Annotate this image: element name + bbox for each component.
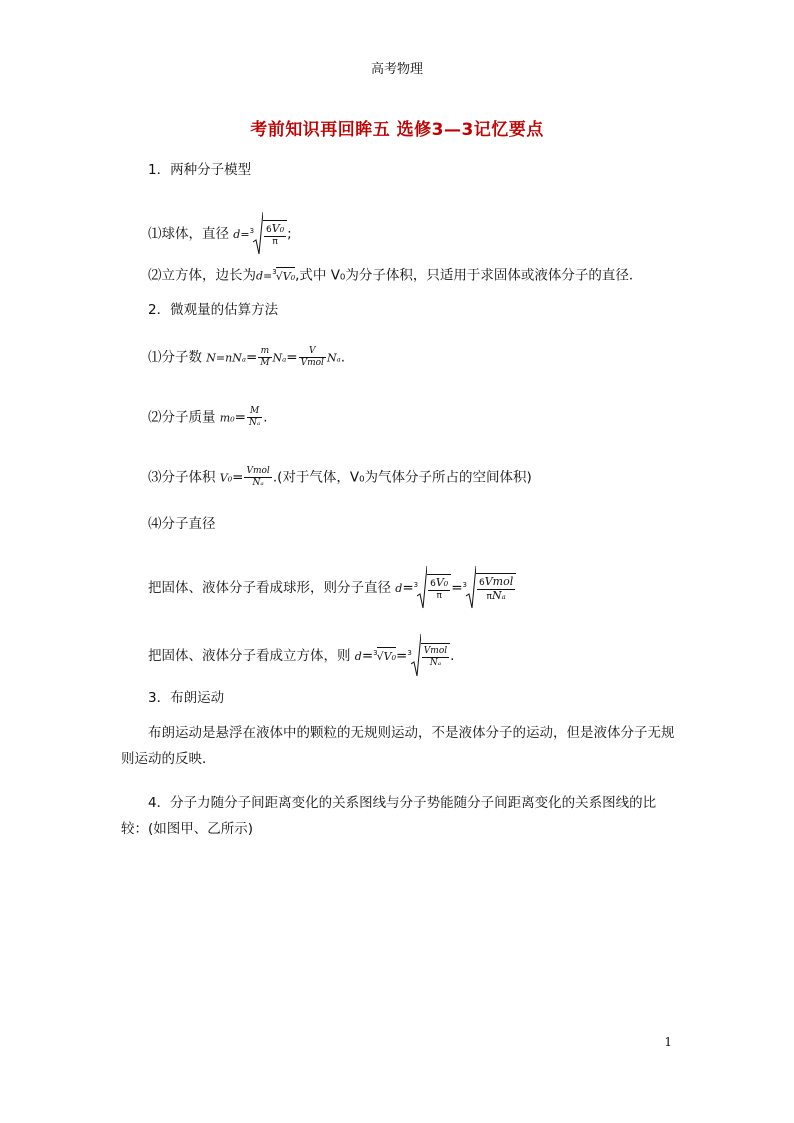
den-NA: Nₐ — [429, 658, 442, 668]
symbol-N: N — [206, 351, 216, 365]
section-3-heading: 3．布朗运动 — [148, 690, 225, 706]
equals-sign: = — [286, 349, 298, 366]
den-pi: π — [436, 591, 442, 601]
root-index: 3 — [249, 226, 255, 235]
num-Vmol: Vmol — [246, 466, 270, 476]
cube-label: ⑵立方体，边长为 — [148, 267, 256, 284]
den-NA: Nₐ — [491, 589, 506, 602]
sphere-diameter-formula — [148, 212, 292, 256]
section-4-paragraph: 4．分子力随分子间距离变化的关系图线与分子势能随分子间距离变化的关系图线的比较：(如图甲、乙所示) — [121, 795, 657, 837]
equals-sign: = — [215, 351, 226, 365]
den-NA: Nₐ — [248, 418, 261, 428]
num-vmol: Vmol — [423, 646, 448, 656]
equals-sign: = — [234, 409, 246, 426]
fraction-Vmol-over-NA — [244, 466, 271, 489]
equals-sign: = — [396, 648, 408, 664]
den-NA: Nₐ — [252, 478, 264, 488]
semicolon: ; — [287, 226, 292, 242]
molecule-mass-formula — [148, 406, 268, 429]
cube-model-label: 把固体、液体分子看成立方体，则 — [148, 648, 351, 664]
num-six: 6 — [266, 225, 272, 235]
root-index: 3 — [462, 580, 467, 589]
radical-sign-icon — [417, 566, 427, 610]
num-m: m — [258, 346, 271, 358]
den-pi: π — [272, 237, 278, 247]
page-number: 1 — [664, 1035, 672, 1049]
period: . — [263, 409, 268, 426]
symbol-n: n — [225, 351, 233, 365]
symbol-V0: V₀ — [219, 471, 233, 485]
sphere-model-formula — [148, 566, 516, 610]
v0-symbol: V₀ — [282, 269, 296, 283]
volume-label: ⑶分子体积 — [148, 469, 216, 486]
num-v0: V₀ — [435, 576, 449, 589]
cube-edge-formula — [148, 262, 642, 287]
period: . — [340, 349, 346, 366]
symbol-NA: Nₐ — [232, 351, 246, 365]
symbol-d: d — [395, 582, 403, 595]
den-pi: π — [486, 592, 492, 602]
root-index: 3 — [272, 268, 277, 276]
root-index: 3 — [373, 648, 378, 657]
symbol-d: d — [256, 269, 264, 283]
symbol-NA: Nₐ — [326, 351, 341, 365]
radicand — [476, 573, 516, 603]
volume-note: .(对于气体，V₀为气体分子所占的空间体积) — [272, 469, 532, 486]
num-six: 6 — [430, 579, 436, 589]
root-index: 3 — [407, 648, 412, 657]
radicand — [263, 220, 287, 248]
num-six: 6 — [479, 578, 485, 588]
molecule-volume-formula — [148, 466, 532, 489]
fraction-V-over-Vmol — [299, 346, 326, 369]
symbol-d: d — [354, 650, 362, 663]
symbol-d: d — [233, 228, 241, 241]
radical-sign-icon — [253, 212, 263, 256]
symbol-NA: Nₐ — [272, 351, 287, 365]
section-2-heading: 2．微观量的估算方法 — [148, 302, 279, 318]
mass-label: ⑵分子质量 — [148, 409, 216, 426]
den-Vmol: Vmol — [300, 358, 324, 368]
v0-symbol: V₀ — [383, 650, 396, 663]
page-header: 高考物理 — [370, 62, 423, 77]
period: . — [450, 648, 455, 664]
cube-model-formula — [148, 634, 454, 678]
symbol-m0: m₀ — [219, 411, 235, 425]
brownian-paragraph: 布朗运动是悬浮在液体中的颗粒的无规则运动，不是液体分子的运动，但是液体分子无规则运动的反映． — [121, 725, 675, 767]
sphere-label: ⑴球体，直径 — [148, 226, 229, 242]
root-index: 3 — [413, 580, 419, 589]
fraction-M-over-NA — [247, 406, 262, 429]
equals-sign: = — [240, 228, 250, 241]
section-1-heading: 1．两种分子模型 — [148, 162, 252, 178]
num-V: V — [299, 346, 326, 358]
sphere-model-label: 把固体、液体分子看成球形，则分子直径 — [148, 580, 391, 596]
radical-sign-icon — [466, 566, 476, 610]
den-M: M — [260, 358, 270, 368]
num-v0: V₀ — [271, 222, 285, 235]
equals-sign: = — [246, 349, 258, 366]
radicand: √V₀ — [276, 267, 295, 284]
count-label: ⑴分子数 — [148, 349, 202, 366]
fraction-m-over-M — [258, 346, 271, 369]
equals-sign: = — [402, 580, 414, 596]
diameter-heading: ⑷分子直径 — [148, 516, 216, 532]
equals-sign: = — [361, 648, 374, 664]
equals-sign: = — [451, 580, 463, 596]
num-vmol: Vmol — [484, 575, 514, 588]
molecule-count-formula — [148, 346, 345, 369]
cube-explanation: ,式中 V₀为分子体积，只适用于求固体或液体分子的直径． — [295, 267, 643, 284]
radicand — [427, 574, 451, 602]
equals-sign: = — [232, 469, 244, 486]
equals-sign: = — [263, 269, 273, 283]
num-M: M — [247, 406, 262, 418]
radical-sign-icon — [411, 634, 421, 678]
radicand: √V₀ — [377, 647, 396, 664]
page-title: 考前知识再回眸五 选修3—3记忆要点 — [250, 120, 544, 140]
radicand — [421, 643, 450, 669]
